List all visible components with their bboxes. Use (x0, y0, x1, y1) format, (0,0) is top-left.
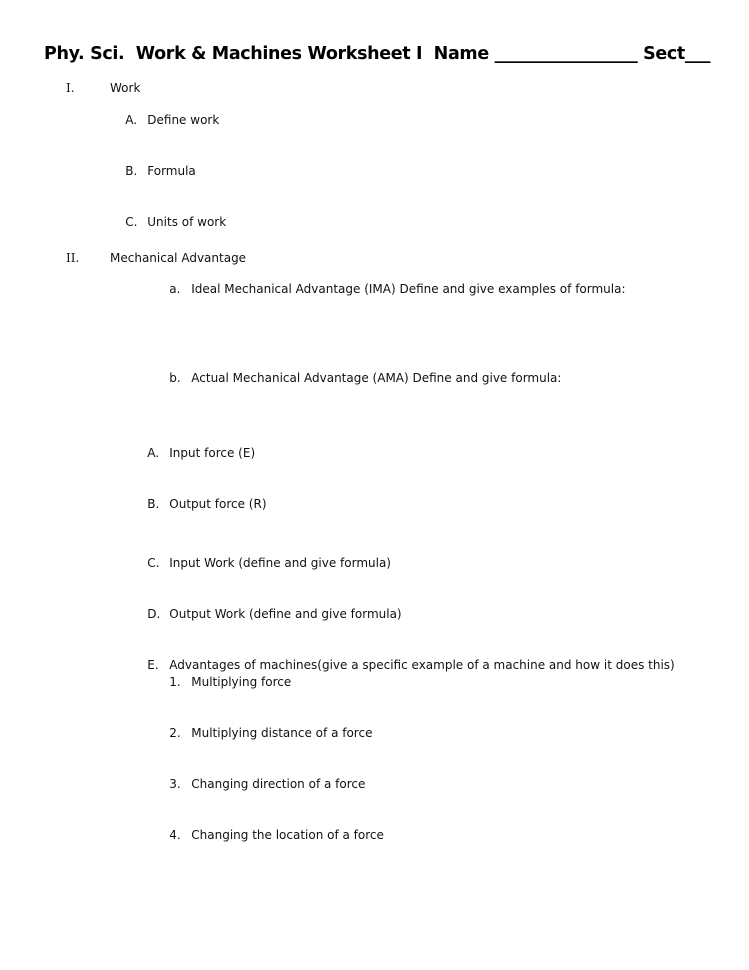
list-marker: B. (147, 497, 160, 511)
advantage-item-changing-direction (154, 762, 365, 807)
advantage-item-changing-location (154, 813, 384, 858)
list-marker: B. (125, 164, 138, 178)
list-item-text: Advantages of machines(give a specific example of a machine and how it does this) (169, 658, 675, 672)
list-marker: 1. (169, 675, 181, 689)
section-heading-work: Work (110, 81, 141, 95)
list-item-text: Actual Mechanical Advantage (AMA) Define and give formula: (191, 371, 562, 385)
worksheet-title: Phy. Sci. Work & Machines Worksheet I Name _________________ Sect___ (44, 44, 711, 64)
list-marker: 3. (169, 777, 181, 791)
advantage-item-multiplying-distance (154, 711, 372, 756)
list-marker: 4. (169, 828, 181, 842)
advantage-item-multiplying-force (154, 660, 291, 705)
list-item-formula (110, 149, 196, 194)
sub-item-ama (154, 356, 561, 401)
list-marker: D. (147, 607, 161, 621)
section-heading-mechanical-advantage: Mechanical Advantage (110, 251, 247, 265)
list-marker: A. (147, 446, 160, 460)
list-item-text: Multiplying force (191, 675, 292, 689)
list-item-text: Ideal Mechanical Advantage (IMA) Define and give examples of formula: (191, 282, 626, 296)
section-numeral-1: I. (66, 81, 75, 95)
list-item-units-of-work (110, 200, 226, 245)
list-marker: C. (125, 215, 138, 229)
section-numeral-2: II. (66, 251, 80, 265)
list-marker: E. (147, 658, 159, 672)
list-marker: b. (169, 371, 181, 385)
list-item-output-work (132, 592, 402, 637)
sub-item-ima (154, 267, 626, 312)
list-marker: 2. (169, 726, 181, 740)
list-marker: C. (147, 556, 160, 570)
list-item-text: Units of work (147, 215, 227, 229)
list-item-define-work (110, 98, 219, 143)
list-item-text: Output force (R) (169, 497, 267, 511)
list-item-text: Define work (147, 113, 220, 127)
list-marker: A. (125, 113, 138, 127)
list-marker: a. (169, 282, 181, 296)
list-item-text: Changing the location of a force (191, 828, 384, 842)
list-item-text: Formula (147, 164, 196, 178)
list-item-text: Multiplying distance of a force (191, 726, 373, 740)
list-item-input-force (132, 431, 255, 476)
list-item-text: Input force (E) (169, 446, 256, 460)
list-item-output-force (132, 482, 267, 527)
list-item-text: Input Work (define and give formula) (169, 556, 391, 570)
list-item-text: Changing direction of a force (191, 777, 366, 791)
list-item-input-work (132, 541, 391, 586)
list-item-text: Output Work (define and give formula) (169, 607, 402, 621)
